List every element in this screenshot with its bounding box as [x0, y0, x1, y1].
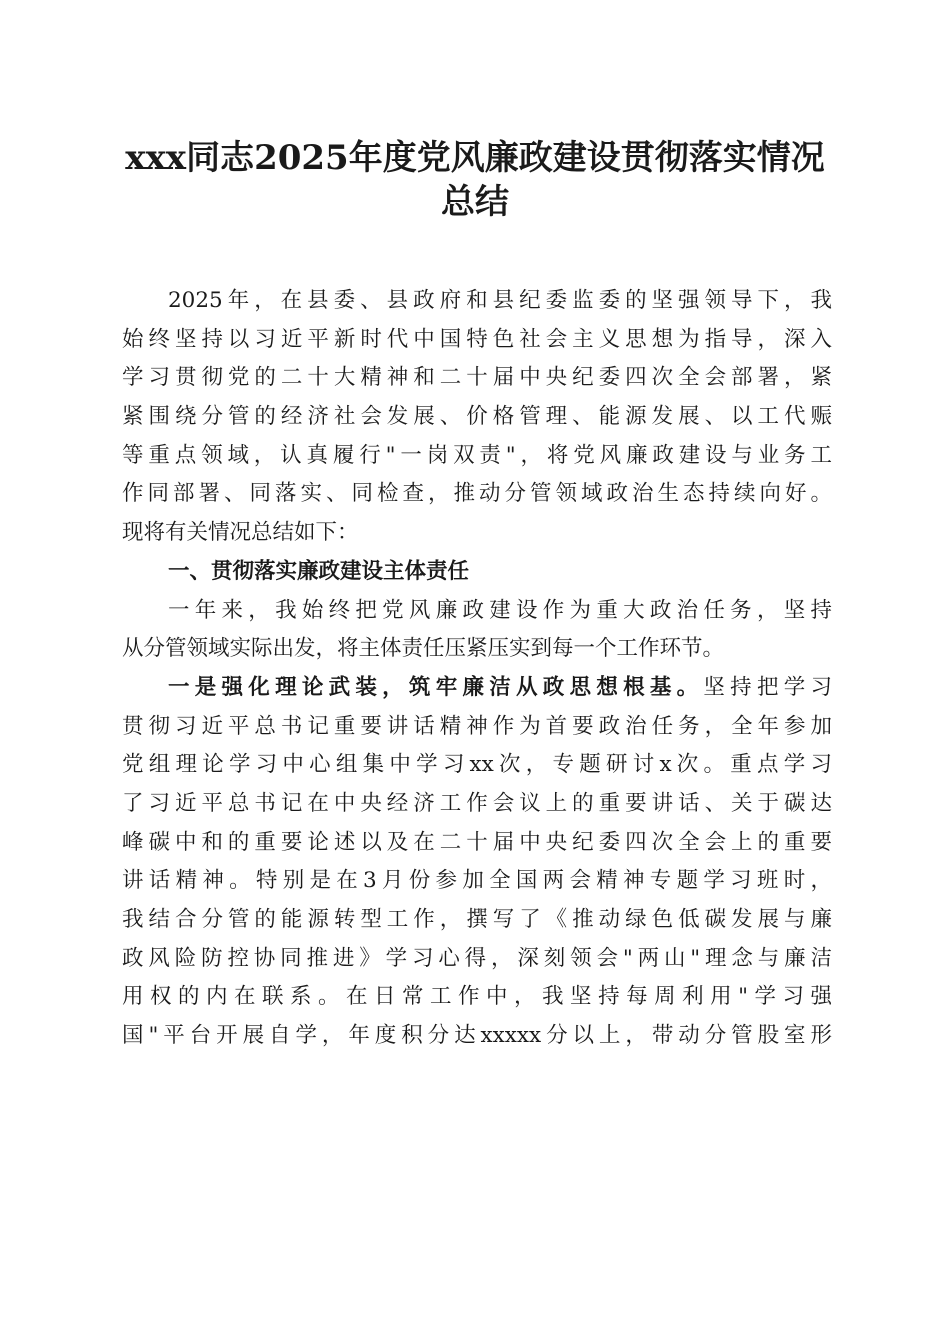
paragraph-line: 一年来，我始终把党风廉政建设作为重大政治任务，坚持: [168, 597, 832, 623]
paragraph-line: 从分管领域实际出发，将主体责任压紧压实到每一个工作环节。: [122, 636, 725, 662]
paragraph-line: 用权的内在联系。在日常工作中，我坚持每周利用"学习强: [122, 984, 832, 1010]
paragraph-line: 2025年，在县委、县政府和县纪委监委的坚强领导下，我: [168, 288, 832, 313]
section-heading-1: 一、贯彻落实廉政建设主体责任: [168, 558, 470, 584]
title-line-1: xxx同志2025年度党风廉政建设贯彻落实情况: [125, 138, 825, 178]
document-title: [120, 136, 830, 224]
paragraph-line: 紧围绕分管的经济社会发展、价格管理、能源发展、以工代赈: [122, 404, 832, 430]
paragraph-line: 始终坚持以习近平新时代中国特色社会主义思想为指导，深入: [122, 326, 832, 352]
paragraph-line: 贯彻习近平总书记重要讲话精神作为首要政治任务，全年参加: [122, 713, 832, 739]
paragraph-line: 讲话精神。特别是在3月份参加全国两会精神专题学习班时，: [122, 868, 832, 894]
paragraph-line: 我结合分管的能源转型工作，撰写了《推动绿色低碳发展与廉: [122, 907, 832, 932]
paragraph-line: 党组理论学习中心组集中学习xx次，专题研讨x次。重点学习: [122, 752, 832, 778]
paragraph-line: 现将有关情况总结如下：: [122, 520, 359, 546]
paragraph-line: 峰碳中和的重要论述以及在二十届中央纪委四次全会上的重要: [122, 829, 832, 855]
document-body: [122, 282, 832, 1056]
paragraph-line: [122, 669, 832, 708]
paragraph-line: 等重点领域，认真履行"一岗双责"，将党风廉政建设与业务工: [122, 442, 832, 468]
paragraph-line: 国"平台开展自学，年度积分达xxxxx分以上，带动分管股室形: [122, 1023, 832, 1049]
paragraph-line: 了习近平总书记在中央经济工作会议上的重要讲话、关于碳达: [122, 790, 832, 816]
title-line-2: 总结: [441, 182, 509, 222]
paragraph-text: 坚持把学习: [703, 674, 832, 700]
paragraph-line: 政风险防控协同推进》学习心得，深刻领会"两山"理念与廉洁: [122, 945, 832, 971]
paragraph-line: 作同部署、同落实、同检查，推动分管领域政治生态持续向好。: [122, 481, 832, 507]
bold-lead-phrase: 一是强化理论武装，筑牢廉洁从政思想根基。: [168, 674, 704, 700]
paragraph-line: 学习贯彻党的二十大精神和二十届中央纪委四次全会部署，紧: [122, 365, 832, 391]
